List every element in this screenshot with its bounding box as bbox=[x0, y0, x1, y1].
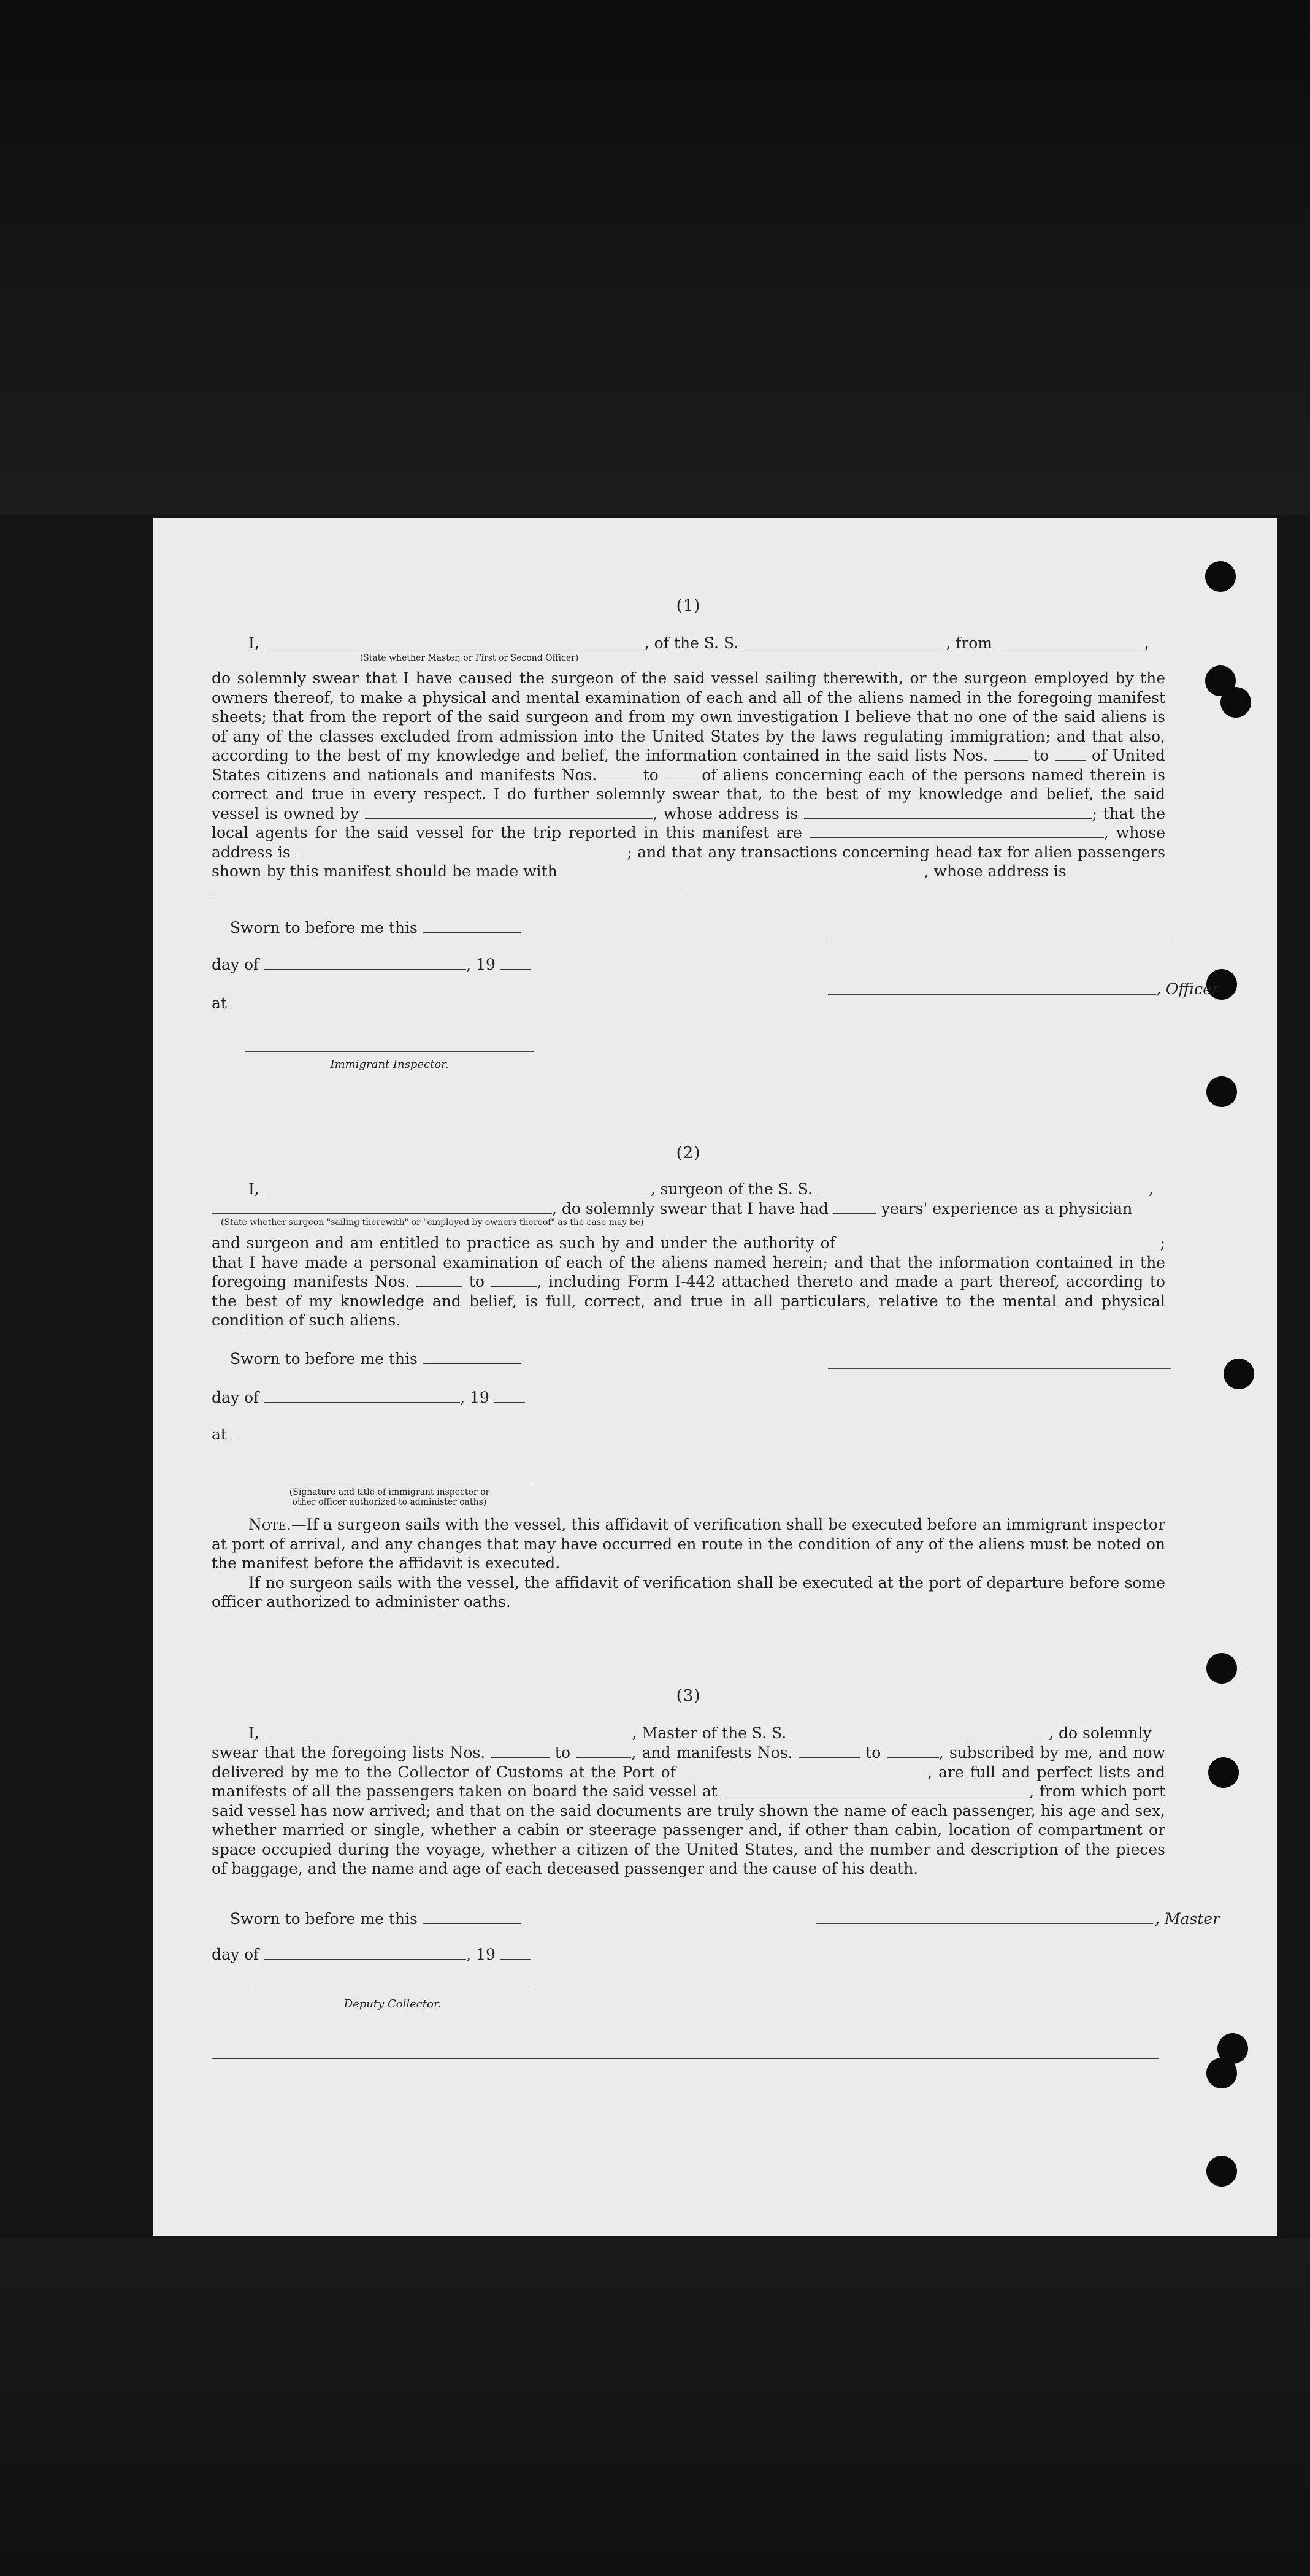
binder-hole bbox=[1206, 2156, 1237, 2187]
s1-officer-signature-line-1[interactable] bbox=[828, 937, 1171, 938]
section-3-line-1 bbox=[212, 1723, 1165, 1742]
s3-lists-from-field[interactable] bbox=[491, 1745, 550, 1758]
s1-body-c: of aliens concerning each of the persons named therein is correct and true in every respect. I do further solemnly swear that, to the best of my knowledge and belief, the said vessel is owned by bbox=[212, 765, 1165, 822]
s1-head-tax-address-field[interactable] bbox=[212, 883, 678, 895]
s2-years-field[interactable] bbox=[833, 1201, 876, 1214]
s2-surgeon-name-field[interactable] bbox=[264, 1181, 651, 1194]
s2-surgeon-caption: (State whether surgeon "sailing therewith" or "employed by owners thereof" as the case may be) bbox=[221, 1217, 644, 1227]
s3-manifests-to-field[interactable] bbox=[887, 1745, 939, 1758]
s3-collector-signature-line[interactable] bbox=[251, 1990, 534, 1991]
s3-taken-at-field[interactable] bbox=[722, 1784, 1029, 1796]
s2-sworn-label: Sworn to before me this bbox=[230, 1350, 418, 1368]
s1-body-d: that the local agents for the said vessel for the trip reported in this manifest are bbox=[212, 804, 1166, 841]
s2-vessel-field[interactable] bbox=[818, 1181, 1149, 1194]
s1-at-place-field[interactable] bbox=[232, 995, 526, 1008]
s2-note-label: Note. bbox=[248, 1516, 291, 1533]
s2-year-label: , 19 bbox=[460, 1389, 489, 1406]
s3-day-of-label: day of bbox=[212, 1945, 259, 1963]
s2-note-b bbox=[212, 1573, 1165, 1612]
s3-month-field[interactable] bbox=[264, 1947, 466, 1960]
binder-hole bbox=[1206, 1653, 1237, 1684]
s2-at-place-field[interactable] bbox=[232, 1427, 526, 1439]
s3-master-signature-label: , Master bbox=[1155, 1910, 1220, 1928]
s2-day-of-label: day of bbox=[212, 1389, 259, 1406]
s2-body-c: , including Form I-442 attached thereto and made a part thereof, according to the best of my knowledge and belief, is full, correct, and true in all particulars, relative to the mental and physical condition of such aliens. bbox=[212, 1273, 1165, 1329]
section-3-body bbox=[212, 1743, 1165, 1879]
s3-solemnly: , do solemnly bbox=[1049, 1724, 1152, 1742]
binder-hole bbox=[1220, 687, 1251, 718]
s2-at-label: at bbox=[212, 1425, 227, 1443]
section-2-line-1 bbox=[212, 1179, 1165, 1198]
s1-day-of-label: day of bbox=[212, 956, 259, 973]
s3-to-1: to bbox=[554, 1744, 571, 1761]
s1-body-e: whose address is bbox=[212, 824, 1165, 861]
s2-body-paragraph bbox=[212, 1233, 1165, 1330]
section-1-line-1 bbox=[212, 634, 1165, 653]
s1-i: I, bbox=[248, 634, 259, 652]
s3-lists-to-field[interactable] bbox=[576, 1745, 631, 1758]
s1-body-paragraph bbox=[212, 669, 1165, 881]
s1-officer-label: , Officer bbox=[1156, 980, 1219, 998]
section-2-line-2 bbox=[212, 1199, 1165, 1218]
s2-surgeon-signature-line[interactable] bbox=[828, 1368, 1171, 1369]
section-1-number: (1) bbox=[676, 597, 701, 615]
s3-body-b: , and manifests Nos. bbox=[631, 1744, 793, 1761]
s2-note bbox=[212, 1515, 1165, 1612]
s1-agents-field[interactable] bbox=[810, 825, 1104, 838]
s3-master-name-field[interactable] bbox=[264, 1725, 632, 1738]
s3-year-field[interactable] bbox=[500, 1947, 531, 1960]
s2-month-field[interactable] bbox=[264, 1390, 460, 1403]
s1-comma: , bbox=[1144, 634, 1149, 652]
s2-body-b: that I have made a personal examination of each of the aliens named herein; and that the information contained in the foregoing manifests Nos. bbox=[212, 1253, 1165, 1290]
s1-whose-1: , whose address is bbox=[653, 804, 799, 822]
s3-body-d: , are full and perfect lists and manifests of all the passengers taken on board the said vessel at bbox=[212, 1763, 1165, 1800]
s3-master-label: , Master of the S. S. bbox=[632, 1724, 787, 1742]
s2-surgeon-label: , surgeon of the S. S. bbox=[650, 1180, 813, 1198]
s2-to: to bbox=[469, 1273, 485, 1290]
s2-manifests-from-field[interactable] bbox=[416, 1274, 462, 1287]
s1-agents-address-field[interactable] bbox=[296, 845, 627, 857]
s1-to-2: to bbox=[643, 765, 659, 784]
s2-body-a: and surgeon and am entitled to practice as such by and under the authority of bbox=[212, 1234, 835, 1252]
binder-hole bbox=[1208, 1757, 1239, 1788]
s3-i: I, bbox=[248, 1724, 259, 1742]
s2-note-b-text: If no surgeon sails with the vessel, the affidavit of verification shall be executed at the port of departure before some officer authorized to administer oaths. bbox=[212, 1573, 1165, 1611]
s1-rank-caption: (State whether Master, or First or Second Officer) bbox=[359, 653, 579, 663]
s1-sworn-row bbox=[212, 918, 1165, 937]
s2-comma: , bbox=[1148, 1180, 1154, 1198]
s3-collector-caption: Deputy Collector. bbox=[343, 1998, 442, 2011]
s1-body-a: do solemnly swear that I have caused the surgeon of the said vessel sailing therewith, or the surgeon employed by the owners thereof, to make a physical and mental examination of each and all of the aliens named in the foregoing manifest sheets; that from the report of the said surgeon and from my own investigation I believe that no one of the said aliens is of any of the classes excluded from admission into the United States by the laws regulating immigration; and that also, according to the best of my knowledge and belief, the information contained in the said lists Nos. bbox=[212, 669, 1165, 764]
s3-sworn-row bbox=[212, 1909, 1220, 1928]
s1-head-tax-field[interactable] bbox=[562, 864, 924, 876]
s3-body-e: , from which port said vessel has now arrived; and that on the said documents are truly shown the name of each passenger, his age and sex, whether married or single, whether a cabin or steerage passenger and, if other than cabin, location of compartment or space occupied during the voyage, whether a citizen of the United States, and the number and description of the pieces of baggage, and the name and age of each deceased passenger and the cause of his death. bbox=[212, 1782, 1165, 1877]
s3-manifests-from-field[interactable] bbox=[799, 1745, 860, 1758]
s2-at-row bbox=[212, 1425, 1165, 1444]
scan-background-top bbox=[0, 0, 1310, 515]
s1-body-f: ; and that any transactions concerning head tax for alien passengers shown by this manifest should be made with bbox=[212, 843, 1166, 880]
s3-year-label: , 19 bbox=[466, 1945, 496, 1963]
s1-inspector-caption: Immigrant Inspector. bbox=[330, 1058, 449, 1071]
s1-to-1: to bbox=[1033, 746, 1049, 764]
s1-year-field[interactable] bbox=[500, 957, 531, 970]
s2-caption-line-2: other officer authorized to administer oaths) bbox=[292, 1497, 487, 1507]
s2-sworn-row bbox=[212, 1349, 1165, 1368]
s3-sworn-day-field[interactable] bbox=[423, 1911, 521, 1924]
s2-note-a bbox=[212, 1515, 1165, 1573]
section-2-number: (2) bbox=[676, 1144, 701, 1162]
s1-from-label: , from bbox=[946, 634, 992, 652]
s1-departure-port-field[interactable] bbox=[997, 635, 1144, 648]
s3-body-c: , subscribed by me, and now delivered by me to the Collector of Customs at the Port of bbox=[212, 1744, 1165, 1781]
s2-authority-field[interactable] bbox=[841, 1235, 1160, 1248]
s3-master-signature-line[interactable] bbox=[816, 1923, 1153, 1924]
manifest-affidavit-page bbox=[153, 518, 1277, 2236]
s1-lists-to-field[interactable] bbox=[1055, 748, 1086, 761]
s3-sworn-label: Sworn to before me this bbox=[230, 1910, 418, 1928]
s1-manifests-from-field[interactable] bbox=[603, 767, 637, 780]
s1-sworn-label: Sworn to before me this bbox=[230, 919, 418, 937]
s2-i: I, bbox=[248, 1180, 259, 1198]
s1-month-field[interactable] bbox=[264, 957, 466, 970]
s2-note-a-text: —If a surgeon sails with the vessel, this affidavit of verification shall be executed before an immigrant inspector at port of arrival, and any changes that may have occurred en route in the condition of any of the aliens must be noted on the manifest before the affidavit is executed. bbox=[212, 1516, 1165, 1572]
section-3-number: (3) bbox=[676, 1687, 701, 1705]
s1-at-row bbox=[212, 994, 1165, 1013]
s2-surgeon-type-field[interactable] bbox=[212, 1201, 552, 1214]
s1-inspector-signature-line[interactable] bbox=[245, 1051, 534, 1052]
s1-year-label: , 19 bbox=[466, 956, 496, 973]
binder-hole bbox=[1224, 1359, 1254, 1389]
s1-vessel-name-field[interactable] bbox=[743, 635, 946, 648]
s2-years-label: years' experience as a physician bbox=[881, 1200, 1133, 1217]
s1-manifests-to-field[interactable] bbox=[665, 767, 695, 780]
s2-inspector-caption bbox=[245, 1487, 534, 1507]
binder-hole bbox=[1206, 1076, 1237, 1107]
s2-day-row bbox=[212, 1388, 1165, 1407]
s2-year-field[interactable] bbox=[494, 1390, 525, 1403]
s1-semi-1: ; bbox=[1092, 804, 1098, 822]
s2-caption-line-1: (Signature and title of immigrant inspector or bbox=[289, 1487, 490, 1497]
s1-whose-2: , whose address is bbox=[924, 862, 1067, 880]
s1-day-row bbox=[212, 955, 1165, 974]
s3-day-row bbox=[212, 1945, 1165, 1964]
s1-body-b: of United States citizens and nationals and manifests Nos. bbox=[212, 746, 1166, 784]
s3-body-paragraph bbox=[212, 1743, 1165, 1879]
s3-vessel-field[interactable] bbox=[791, 1725, 1049, 1738]
s2-inspector-signature-line[interactable] bbox=[245, 1484, 534, 1485]
s2-manifests-to-field[interactable] bbox=[491, 1274, 537, 1287]
s2-semi: ; bbox=[1160, 1234, 1165, 1252]
binder-hole bbox=[1205, 561, 1236, 592]
s1-comma-1: , bbox=[1103, 824, 1109, 841]
s1-owner-field[interactable] bbox=[365, 806, 653, 819]
s2-sworn-day-field[interactable] bbox=[423, 1351, 521, 1364]
scan-background-bottom bbox=[0, 2239, 1310, 2576]
s1-owner-address-field[interactable] bbox=[804, 806, 1092, 819]
s1-lists-from-field[interactable] bbox=[994, 748, 1028, 761]
s3-port-of-field[interactable] bbox=[682, 1765, 927, 1777]
s1-at-label: at bbox=[212, 994, 227, 1012]
s2-swear-label: , do solemnly swear that I have had bbox=[552, 1200, 829, 1217]
s3-body-a: swear that the foregoing lists Nos. bbox=[212, 1744, 486, 1761]
section-1-body bbox=[212, 669, 1165, 895]
s1-officer-rank-field[interactable] bbox=[264, 635, 645, 648]
bottom-rule bbox=[212, 2058, 1159, 2059]
section-2-body bbox=[212, 1233, 1165, 1330]
s3-to-2: to bbox=[865, 1744, 881, 1761]
s1-of-ss-label: , of the S. S. bbox=[644, 634, 739, 652]
binder-hole bbox=[1206, 2058, 1237, 2088]
s1-sworn-day-field[interactable] bbox=[423, 920, 521, 933]
